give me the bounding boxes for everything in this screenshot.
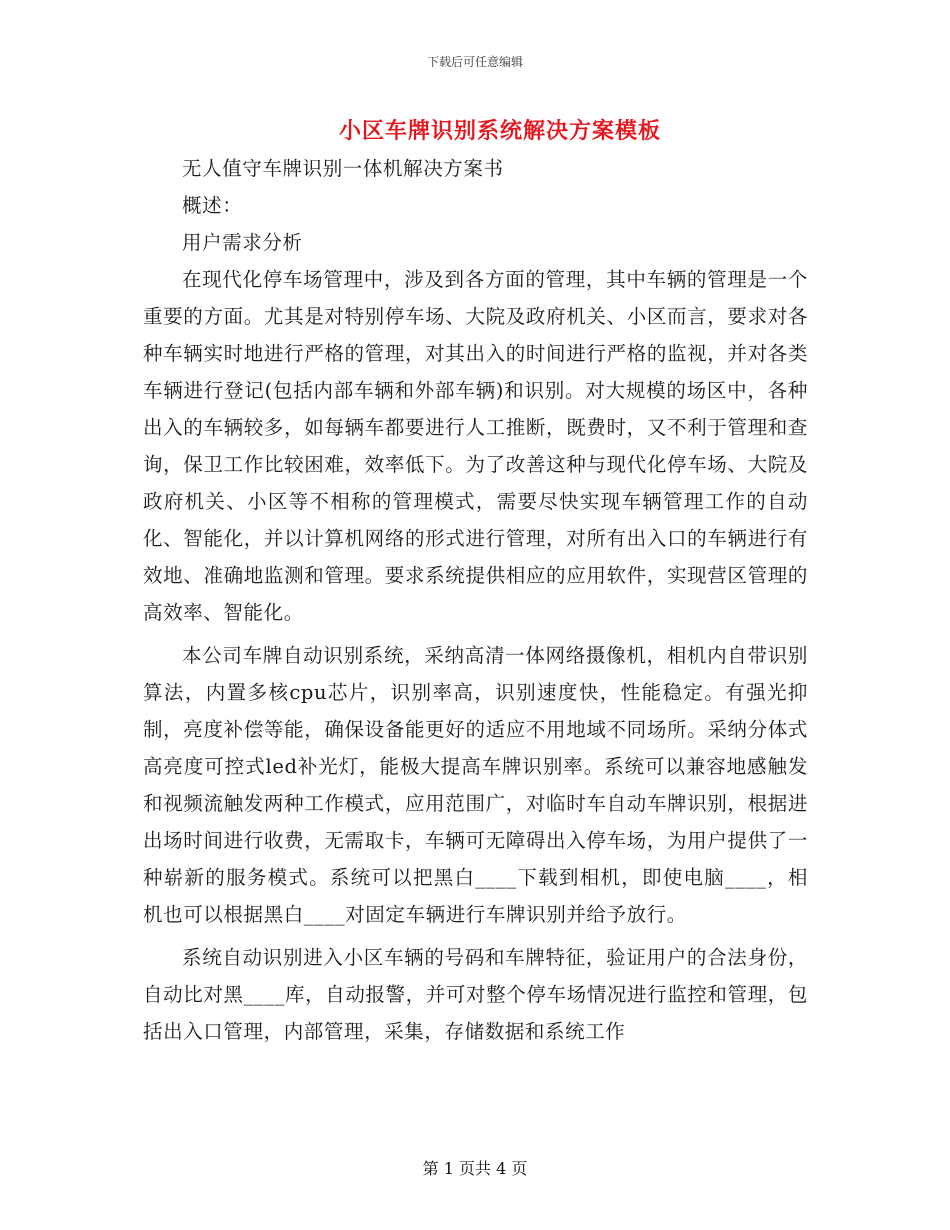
document-body <box>143 150 808 1050</box>
page-footer-number: 第 1 页共 4 页 <box>422 1159 528 1178</box>
paragraph-requirements-heading: 用户需求分析 <box>182 231 303 254</box>
paragraph-requirements: 在现代化停车场管理中，涉及到各方面的管理，其中车辆的管理是一个重要的方面。尤其是对特别停车场、大院及政府机关、小区而言，要求对各种车辆实时地进行严格的管理，对其出入的时间进行严格的监视，并对各类车辆进行登记(包括内部车辆和外部车辆)和识别。对大规模的场区中，各种出入的车辆较多，如每辆车都要进行人工推断，既费时，又不利于管理和查询，保卫工作比较困难，效率低下。为了改善这种与现代化停车场、大院及政府机关、小区等不相称的管理模式，需要尽快实现车辆管理工作的自动化、智能化，并以计算机网络的形式进行管理，对所有出入口的车辆进行有效地、准确地监测和管理。要求系统提供相应的应用软件，实现营区管理的高效率、智能化。 <box>143 268 808 624</box>
paragraph-overview-heading: 概述： <box>182 194 243 217</box>
paragraph-system-function: 系统自动识别进入小区车辆的号码和车牌特征，验证用户的合法身份，自动比对黑____库，自动报警，并可对整个停车场情况进行监控和管理，包括出入口管理，内部管理，采集，存储数据和系统工作 <box>143 946 808 1043</box>
document-title: 小区车牌识别系统解决方案模板 <box>338 118 661 144</box>
paragraph-subtitle: 无人值守车牌识别一体机解决方案书 <box>182 157 504 180</box>
paragraph-system-intro: 本公司车牌自动识别系统，采纳高清一体网络摄像机，相机内自带识别算法，内置多核cpu芯片，识别率高，识别速度快，性能稳定。有强光抑制，亮度补偿等能，确保设备能更好的适应不用地域不同场所。采纳分体式高亮度可控式led补光灯，能极大提高车牌识别率。系统可以兼容地感触发和视频流触发两种工作模式，应用范围广，对临时车自动车牌识别，根据进出场时间进行收费，无需取卡，车辆可无障碍出入停车场，为用户提供了一种崭新的服务模式。系统可以把黑白____下载到相机，即使电脑____，相机也可以根据黑白____对固定车辆进行车牌识别并给予放行。 <box>143 644 808 926</box>
page-header-note: 下载后可任意编辑 <box>426 55 523 69</box>
